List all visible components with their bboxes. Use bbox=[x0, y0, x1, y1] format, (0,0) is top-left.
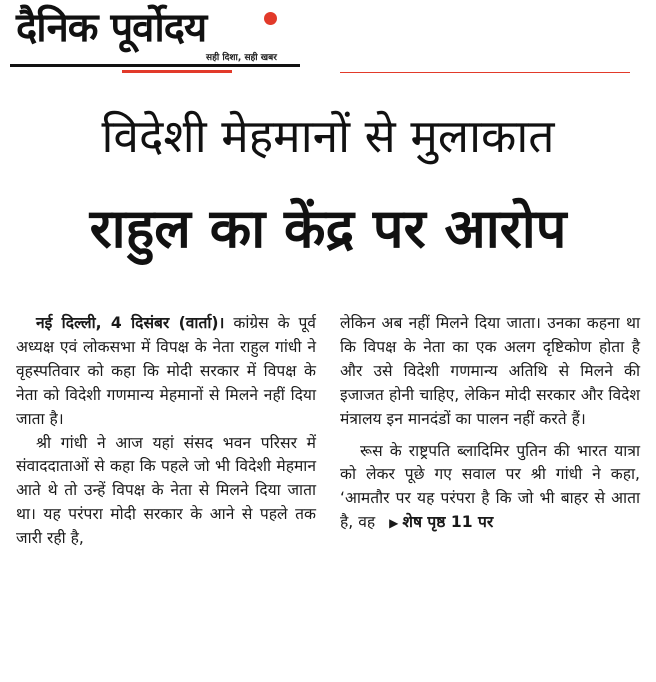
article-paragraph-3: लेकिन अब नहीं मिलने दिया जाता। उनका कहना था कि विपक्ष के नेता का एक अलग दृष्टिकोण होता है और उसे विदेशी गणमान्य अतिथि से मिलने की इजाजत होनी चाहिए, लेकिन मोदी सरकार और विदेश मंत्रालय इन मानदंडों का पालन नहीं करते हैं। bbox=[340, 314, 640, 428]
article-paragraph-2: श्री गांधी ने आज यहां संसद भवन परिसर में संवाददाताओं से कहा कि पहले जो भी विदेशी मेहमान आते थे तो उन्हें विपक्ष के नेता से मिलने दिया जाता था। यह परंपरा मोदी सरकार के आने से पहले तक जारी रही है, bbox=[16, 433, 316, 548]
article-paragraph-4 bbox=[340, 440, 640, 537]
paragraph-4-text: रूस के राष्ट्रपति ब्लादिमिर पुतिन की भारत यात्रा को लेकर पूछे गए सवाल पर श्री गांधी ने कहा, ‘आमतौर पर यह परंपरा है कि जो भी बाहर से आता है, वह bbox=[340, 441, 640, 532]
headline-line-1: विदेशी मेहमानों से मुलाकात bbox=[101, 109, 555, 163]
paragraph-1-text: कांग्रेस के पूर्व अध्यक्ष एवं लोकसभा में विपक्ष के नेता राहुल गांधी ने वृहस्पतिवार को कहा कि मोदी सरकार में विपक्ष के नेता को विदेशी गणमान्य मेहमानों से मिलने नहीं दिया जाता है। bbox=[16, 314, 316, 428]
masthead-tagline: सही दिशा, सही खबर bbox=[206, 53, 277, 63]
triangle-right-icon: ▶ bbox=[389, 516, 399, 531]
masthead-red-strip bbox=[122, 70, 232, 73]
header-divider bbox=[340, 72, 630, 73]
dateline: नई दिल्ली, 4 दिसंबर (वार्ता)। bbox=[36, 314, 225, 332]
article-column-right bbox=[340, 312, 640, 536]
masthead-title: दैनिक पूर्वोदय bbox=[16, 5, 207, 51]
continued-on-page[interactable]: शेष पृष्ठ 11 पर bbox=[402, 513, 494, 532]
article-column-left bbox=[16, 312, 316, 551]
headline-line-2: राहुल का केंद्र पर आरोप bbox=[89, 197, 567, 260]
masthead-dot-icon bbox=[264, 12, 277, 25]
masthead-underline bbox=[10, 64, 300, 67]
masthead bbox=[10, 4, 330, 74]
article-paragraph-1 bbox=[16, 312, 316, 432]
